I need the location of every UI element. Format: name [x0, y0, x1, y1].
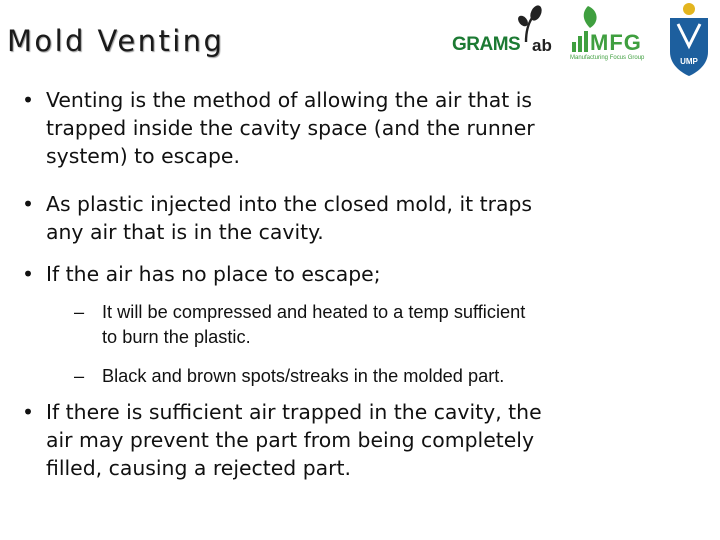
bullet-line: system) to escape. [46, 144, 240, 168]
subbullet-line: It will be compressed and heated to a temp sufficient [102, 302, 526, 322]
ump-logo [666, 0, 712, 78]
subbullet-marker: – [74, 302, 85, 322]
grams-logo-word: GRAMS [452, 34, 521, 55]
bullet-marker: • [22, 262, 35, 286]
bullet-line: air may prevent the part from being completely [46, 428, 535, 452]
bullet-marker: • [22, 400, 35, 424]
bullet-marker: • [22, 192, 35, 216]
subbullet-marker: – [74, 366, 85, 386]
grams-lab-logo [452, 0, 564, 78]
bullet-line: any air that is in the cavity. [46, 220, 324, 244]
mfg-logo [570, 0, 662, 78]
bullet-item [22, 260, 666, 288]
logo-bar [452, 0, 712, 78]
bullet-line: Venting is the method of allowing the air that is [46, 88, 533, 112]
mfg-logo-word: MFG [590, 30, 642, 55]
subbullet-item [74, 364, 677, 389]
bullet-line: If the air has no place to escape; [46, 262, 381, 286]
subbullet-item [74, 300, 677, 350]
mfg-logo-tagline: Manufacturing Focus Group [570, 55, 645, 61]
ump-logo-label: UMP [680, 57, 698, 66]
bullet-line: As plastic injected into the closed mold, it traps [46, 192, 533, 216]
subbullet-line: to burn the plastic. [102, 327, 251, 347]
bullet-line: trapped inside the cavity space (and the runner [46, 116, 535, 140]
bullet-item [22, 190, 666, 246]
slide-title: Mold Venting [7, 24, 225, 58]
ump-shield-icon [666, 0, 712, 78]
bullet-line: If there is sufficient air trapped in the cavity, the [46, 400, 542, 424]
bullet-item [22, 398, 666, 482]
bullet-item [22, 86, 666, 170]
subbullet-line: Black and brown spots/streaks in the molded part. [102, 366, 505, 386]
bullet-line: filled, causing a rejected part. [46, 456, 352, 480]
bullet-marker: • [22, 88, 35, 112]
grams-logo-suffix: ab [532, 36, 552, 55]
